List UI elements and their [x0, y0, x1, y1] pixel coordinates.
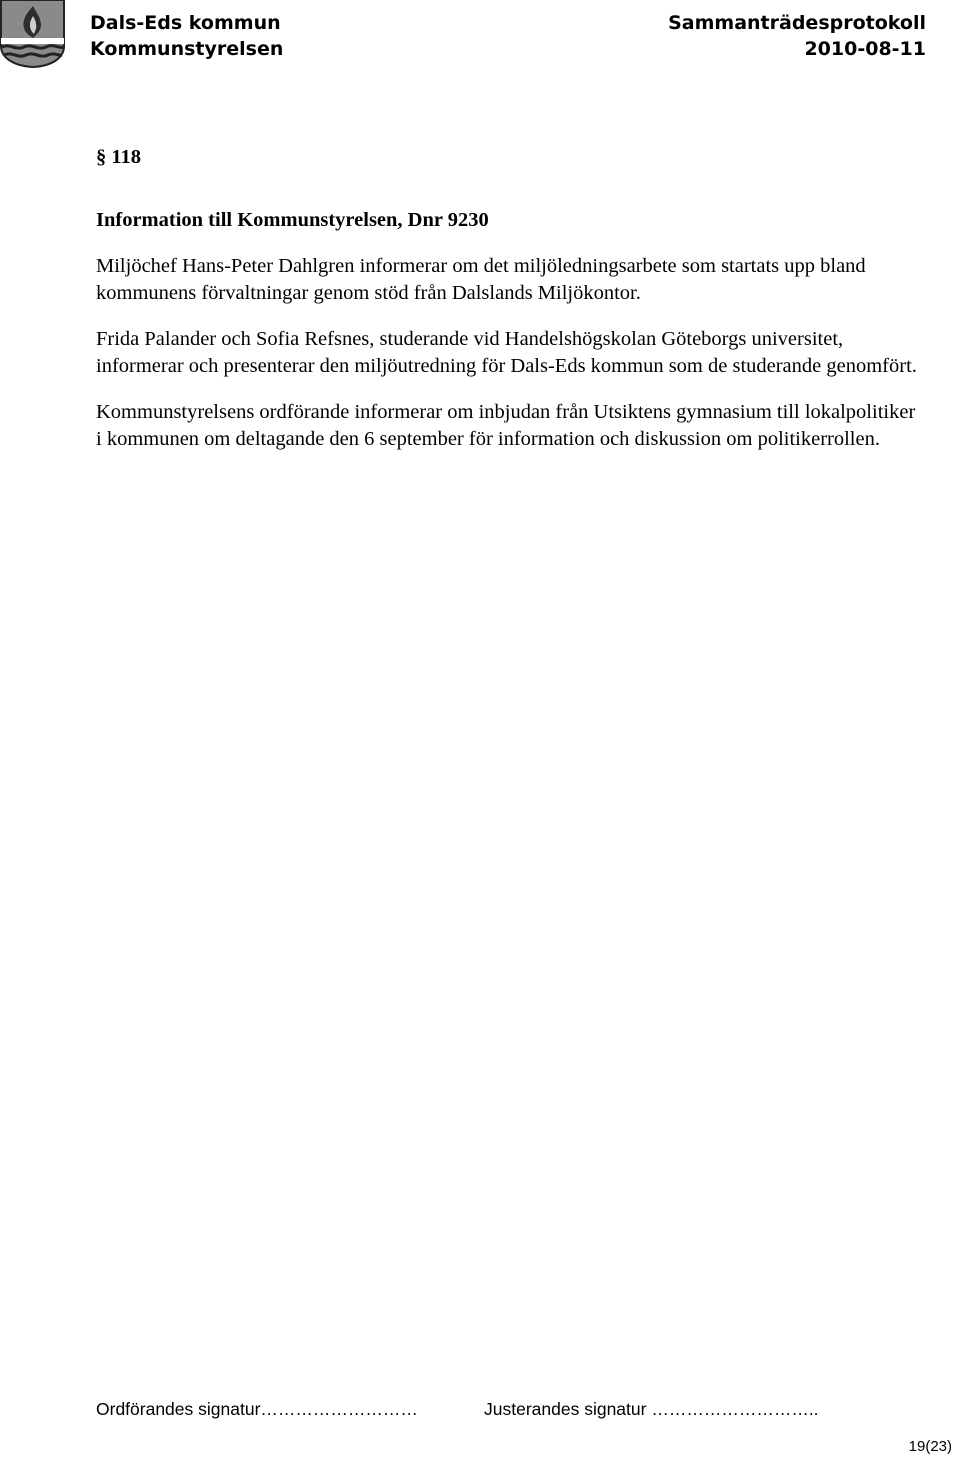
chair-signature-line: Ordförandes signatur……………………… [96, 1399, 418, 1419]
meeting-date: 2010-08-11 [804, 38, 926, 60]
adjuster-signature-line: Justerandes signatur ……………………….. [484, 1399, 819, 1419]
section-title: Information till Kommunstyrelsen, Dnr 9230 [96, 208, 489, 231]
page-number: 19(23) [908, 1438, 952, 1455]
paragraph-3: Kommunstyrelsens ordförande informerar om inbjudan från Utsiktens gymnasium till lokalpolitiker i kommunen om deltagande den 6 september för information och diskussion om politikerrollen. [96, 401, 916, 450]
document-body [96, 144, 926, 472]
document-type: Sammanträdesprotokoll [668, 12, 926, 34]
header-right [668, 10, 926, 62]
paragraph-2: Frida Palander och Sofia Refsnes, studerande vid Handelshögskolan Göteborgs universitet, informerar och presenterar den miljöutredning för Dals-Eds kommun som de studerande genomfört. [96, 328, 917, 377]
coat-of-arms-icon [0, 0, 66, 68]
header-left [90, 10, 283, 62]
paragraph-1: Miljöchef Hans-Peter Dahlgren informerar om det miljöledningsarbete som startats upp bland kommunens förvaltningar genom stöd från Dalslands Miljökontor. [96, 255, 866, 304]
municipality-name: Dals-Eds kommun [90, 12, 281, 34]
board-name: Kommunstyrelsen [90, 38, 284, 60]
section-number: § 118 [96, 146, 141, 168]
